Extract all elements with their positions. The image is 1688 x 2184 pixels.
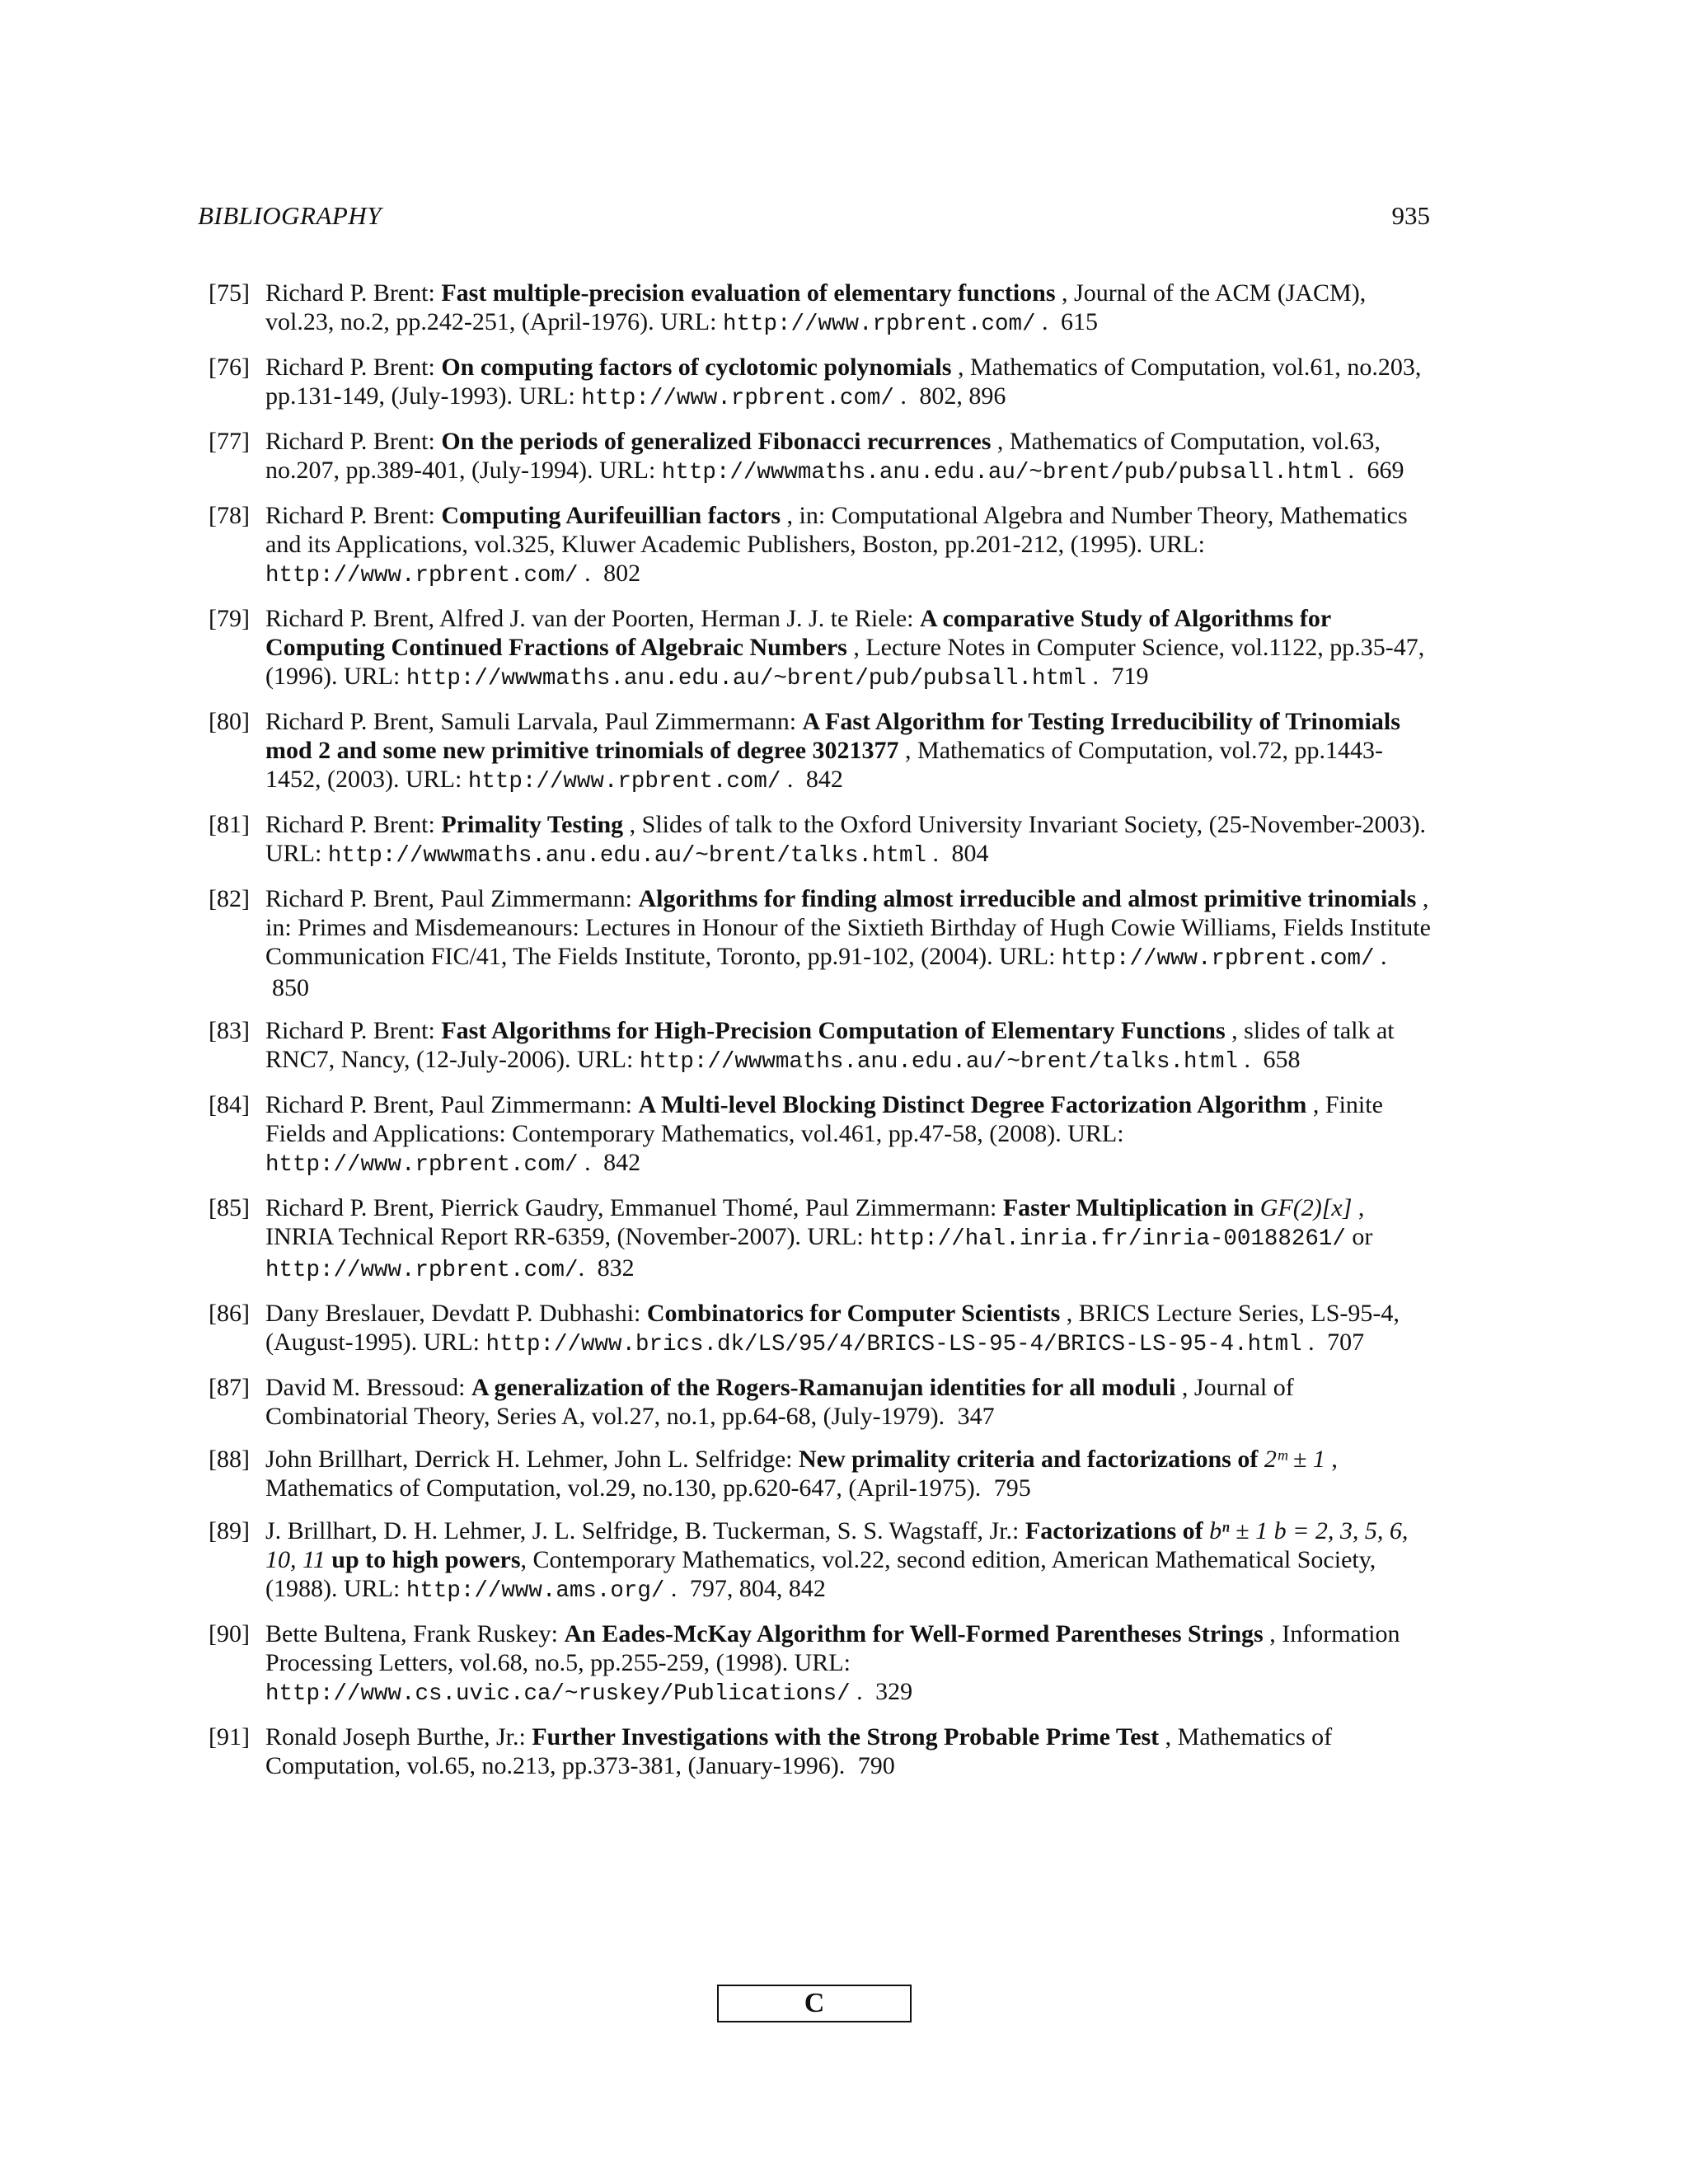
- entry-details: INRIA Technical Report RR-6359, (November-2007). URL:: [265, 1223, 864, 1250]
- entry-title: Further Investigations with the Strong Probable Prime Test: [532, 1723, 1160, 1750]
- entry-authors: David M. Bressoud:: [265, 1374, 466, 1401]
- entry-url-period: .: [1308, 1329, 1315, 1356]
- entry-backref-pages[interactable]: 842: [805, 766, 843, 793]
- entry-title: Factorizations of: [1025, 1517, 1203, 1544]
- entry-details: Journal of the ACM (JACM), vol.23, no.2, pp.242-251, (April-1976). URL:: [265, 279, 1367, 335]
- entry-url[interactable]: http://www.rpbrent.com/: [581, 386, 894, 411]
- entry-url-period: .: [1042, 308, 1048, 335]
- entry-math: 2ᵐ ± 1: [1264, 1446, 1325, 1473]
- entry-authors: Richard P. Brent:: [265, 811, 435, 838]
- letter-index-label: C: [804, 1988, 825, 2018]
- running-header: [198, 201, 1430, 237]
- entry-number: [90]: [209, 1620, 250, 1647]
- entry-url[interactable]: http://www.rpbrent.com/: [467, 769, 781, 794]
- entry-number: [83]: [209, 1017, 250, 1044]
- entry-authors: Richard P. Brent:: [265, 279, 435, 307]
- entry-separator: ,: [1357, 1194, 1365, 1221]
- entry-authors: Richard P. Brent, Pierrick Gaudry, Emmanuel Thomé, Paul Zimmermann:: [265, 1194, 997, 1221]
- bib-entry: [209, 1722, 1433, 1780]
- entry-url[interactable]: http://wwwmaths.anu.edu.au/~brent/talks.html: [639, 1049, 1238, 1075]
- entry-separator: ,: [1331, 1446, 1338, 1473]
- entry-details: in: Computational Algebra and Number Theory, Mathematics and its Applications, vol.325, Kluwer Academic Publishers, Boston, pp.201-212, (1995). URL:: [265, 502, 1408, 558]
- bib-entry: [209, 1299, 1433, 1359]
- entry-url-period: .: [1092, 663, 1099, 690]
- bib-entry: [209, 1445, 1433, 1502]
- entry-number: [89]: [209, 1517, 250, 1544]
- entry-details: Slides of talk to the Oxford University Invariant Society, (25-November-2003). URL:: [265, 811, 1427, 867]
- entry-url-period: .: [786, 766, 794, 793]
- entry-number: [87]: [209, 1374, 250, 1401]
- entry-url-period: .: [584, 560, 591, 587]
- entry-details: Mathematics of Computation, vol.29, no.130, pp.620-647, (April-1975).: [265, 1474, 982, 1502]
- entry-url-period: .: [578, 1254, 585, 1282]
- entry-title: Fast Algorithms for High-Precision Computation of Elementary Functions: [441, 1017, 1226, 1044]
- entry-authors: Richard P. Brent:: [265, 1017, 435, 1044]
- entry-details: Finite Fields and Applications: Contemporary Mathematics, vol.461, pp.47-58, (2008). URL:: [265, 1091, 1383, 1147]
- entry-backref-pages[interactable]: 795: [993, 1474, 1031, 1502]
- bib-entry: [209, 1016, 1433, 1076]
- entry-number: [85]: [209, 1194, 250, 1221]
- entry-title: On the periods of generalized Fibonacci recurrences: [441, 428, 992, 455]
- entry-separator: ,: [1269, 1620, 1276, 1647]
- entry-separator: ,: [1422, 885, 1429, 912]
- entry-backref-pages[interactable]: 658: [1263, 1046, 1301, 1073]
- letter-index-box[interactable]: [717, 1985, 912, 2022]
- entry-number: [79]: [209, 605, 250, 632]
- entry-separator: ,: [1181, 1374, 1189, 1401]
- entry-authors: Richard P. Brent:: [265, 502, 435, 529]
- entry-title-cont: up to high powers: [331, 1546, 521, 1573]
- entry-backref-pages[interactable]: 850: [272, 974, 309, 1001]
- entry-url-period: .: [900, 382, 907, 410]
- entry-url[interactable]: http://www.cs.uvic.ca/~ruskey/Publications/: [265, 1681, 851, 1707]
- entry-backref-pages[interactable]: 669: [1367, 457, 1404, 484]
- entry-separator: ,: [1312, 1091, 1320, 1118]
- entry-url-period: .: [584, 1149, 591, 1176]
- page-number: 935: [1391, 201, 1430, 230]
- entry-details: Journal of Combinatorial Theory, Series A, vol.27, no.1, pp.64-68, (July-1979).: [265, 1374, 1294, 1430]
- bib-entry: [209, 1373, 1433, 1431]
- entry-url-period: .: [856, 1678, 863, 1705]
- entry-backref-pages[interactable]: 615: [1061, 308, 1099, 335]
- entry-title: Primality Testing: [441, 811, 624, 838]
- entry-number: [76]: [209, 354, 250, 381]
- entry-backref-pages[interactable]: 832: [597, 1254, 635, 1282]
- entry-number: [88]: [209, 1446, 250, 1473]
- entry-title: Algorithms for finding almost irreducible and almost primitive trinomials: [638, 885, 1417, 912]
- entry-details: in: Primes and Misdemeanours: Lectures in Honour of the Sixtieth Birthday of Hugh Cowie Williams, Fields Institute Communication FIC/41, The Fields Institute, Toronto, pp.91-102, (2004). URL:: [265, 914, 1431, 970]
- entry-url-period: .: [1348, 457, 1354, 484]
- entry-title: A comparative Study of Algorithms for Computing Continued Fractions of Algebraic Numbers: [265, 605, 1331, 661]
- entry-title: An Eades-McKay Algorithm for Well-Formed Parentheses Strings: [564, 1620, 1264, 1647]
- entry-title: A generalization of the Rogers-Ramanujan identities for all moduli: [471, 1374, 1176, 1401]
- entry-number: [91]: [209, 1723, 250, 1750]
- entry-backref-pages[interactable]: 719: [1111, 663, 1149, 690]
- entry-details: Information Processing Letters, vol.68, no.5, pp.255-259, (1998). URL:: [265, 1620, 1400, 1676]
- entry-authors: Bette Bultena, Frank Ruskey:: [265, 1620, 558, 1647]
- entry-url[interactable]: http://wwwmaths.anu.edu.au/~brent/pub/pubsall.html: [661, 460, 1342, 485]
- entry-authors: Richard P. Brent, Paul Zimmermann:: [265, 885, 632, 912]
- entry-title: New primality criteria and factorizations of: [798, 1446, 1259, 1473]
- entry-url-period: .: [1244, 1046, 1250, 1073]
- entry-backref-pages[interactable]: 797, 804, 842: [689, 1575, 826, 1602]
- entry-authors: Ronald Joseph Burthe, Jr.:: [265, 1723, 526, 1750]
- bib-entry: [209, 884, 1433, 1002]
- entry-backref-pages[interactable]: 347: [957, 1403, 995, 1430]
- entry-authors: Richard P. Brent, Samuli Larvala, Paul Zimmermann:: [265, 708, 797, 735]
- entry-authors: John Brillhart, Derrick H. Lehmer, John L. Selfridge:: [265, 1446, 793, 1473]
- entry-url-period: .: [932, 840, 939, 867]
- bib-entry: [209, 1516, 1433, 1605]
- entry-separator: ,: [1231, 1017, 1238, 1044]
- entry-url[interactable]: http://www.brics.dk/LS/95/4/BRICS-LS-95-4/BRICS-LS-95-4.html: [485, 1332, 1302, 1357]
- entry-details: Mathematics of Computation, vol.63, no.207, pp.389-401, (July-1994). URL:: [265, 428, 1381, 484]
- entry-backref-pages[interactable]: 842: [603, 1149, 641, 1176]
- entry-title: Combinatorics for Computer Scientists: [646, 1300, 1061, 1327]
- entry-separator: ,: [629, 811, 636, 838]
- entry-details: Contemporary Mathematics, vol.22, second edition, American Mathematical Society, (1988). URL:: [265, 1546, 1376, 1602]
- entry-or: or: [1345, 1223, 1373, 1250]
- entry-backref-pages[interactable]: 802: [603, 560, 641, 587]
- entry-details: Mathematics of Computation, vol.72, pp.1443-1452, (2003). URL:: [265, 737, 1383, 793]
- bib-entry: [209, 427, 1433, 487]
- entry-url[interactable]: http://www.rpbrent.com/: [722, 312, 1036, 337]
- entry-separator: ,: [905, 737, 912, 764]
- entry-url-period: .: [1380, 943, 1387, 970]
- entry-math: bⁿ ± 1 b = 2, 3, 5, 6, 10, 11: [265, 1517, 1409, 1573]
- entry-title: A Fast Algorithm for Testing Irreducibility of Trinomials mod 2 and some new primitive trinomials of degree 3021377: [265, 708, 1400, 764]
- entry-backref-pages[interactable]: 329: [875, 1678, 913, 1705]
- entry-number: [81]: [209, 811, 250, 838]
- entry-number: [82]: [209, 885, 250, 912]
- entry-number: [80]: [209, 708, 250, 735]
- entry-authors: J. Brillhart, D. H. Lehmer, J. L. Selfridge, B. Tuckerman, S. S. Wagstaff, Jr.:: [265, 1517, 1020, 1544]
- bibliography-list: [0, 279, 1688, 1794]
- entry-authors: Dany Breslauer, Devdatt P. Dubhashi:: [265, 1300, 641, 1327]
- entry-title: On computing factors of cyclotomic polynomials: [441, 354, 952, 381]
- entry-separator: ,: [957, 354, 964, 381]
- entry-url[interactable]: http://www.rpbrent.com/: [265, 1152, 579, 1178]
- bib-entry: [209, 1619, 1433, 1708]
- entry-authors: Richard P. Brent, Paul Zimmermann:: [265, 1091, 632, 1118]
- entry-separator: ,: [996, 428, 1004, 455]
- entry-authors: Richard P. Brent:: [265, 354, 435, 381]
- entry-url[interactable]: http://www.ams.org/: [406, 1578, 665, 1604]
- entry-url[interactable]: http://wwwmaths.anu.edu.au/~brent/pub/pubsall.html: [406, 666, 1086, 691]
- entry-details: Mathematics of Computation, vol.65, no.213, pp.373-381, (January-1996).: [265, 1723, 1333, 1779]
- entry-title: Faster Multiplication in: [1002, 1194, 1254, 1221]
- entry-number: [78]: [209, 502, 250, 529]
- entry-details: slides of talk at RNC7, Nancy, (12-July-2006). URL:: [265, 1017, 1395, 1073]
- bib-entry: [209, 1090, 1433, 1179]
- bib-entry: [209, 501, 1433, 590]
- entry-separator: ,: [520, 1546, 527, 1573]
- bib-entry: [209, 279, 1433, 339]
- entry-url[interactable]: http://www.rpbrent.com/: [1061, 946, 1375, 972]
- entry-backref-pages[interactable]: 790: [857, 1752, 895, 1779]
- entry-url[interactable]: http://hal.inria.fr/inria-00188261/: [870, 1226, 1346, 1252]
- bib-entry: [209, 604, 1433, 693]
- entry-title: A Multi-level Blocking Distinct Degree Factorization Algorithm: [638, 1091, 1307, 1118]
- entry-number: [86]: [209, 1300, 250, 1327]
- entry-url-alt[interactable]: http://www.rpbrent.com/: [265, 1258, 579, 1283]
- entry-backref-pages[interactable]: 707: [1327, 1329, 1365, 1356]
- entry-separator: ,: [1066, 1300, 1073, 1327]
- bib-entry: [209, 1193, 1433, 1285]
- entry-details: BRICS Lecture Series, LS-95-4, (August-1995). URL:: [265, 1300, 1400, 1356]
- entry-details: Mathematics of Computation, vol.61, no.203, pp.131-149, (July-1993). URL:: [265, 354, 1422, 410]
- entry-details: Lecture Notes in Computer Science, vol.1122, pp.35-47, (1996). URL:: [265, 634, 1425, 690]
- entry-number: [77]: [209, 428, 250, 455]
- entry-title: Computing Aurifeuillian factors: [441, 502, 781, 529]
- bib-entry: [209, 810, 1433, 870]
- entry-separator: ,: [1062, 279, 1068, 307]
- entry-url[interactable]: http://www.rpbrent.com/: [265, 563, 579, 588]
- entry-math: GF(2)[x]: [1259, 1194, 1353, 1221]
- bib-entry: [209, 707, 1433, 796]
- entry-separator: ,: [853, 634, 860, 661]
- entry-separator: ,: [1165, 1723, 1172, 1750]
- section-title: BIBLIOGRAPHY: [198, 201, 382, 230]
- entry-url-period: .: [670, 1575, 678, 1602]
- entry-authors: Richard P. Brent, Alfred J. van der Poorten, Herman J. J. te Riele:: [265, 605, 914, 632]
- entry-number: [75]: [209, 279, 250, 307]
- entry-url[interactable]: http://wwwmaths.anu.edu.au/~brent/talks.html: [327, 843, 926, 869]
- entry-backref-pages[interactable]: 804: [951, 840, 989, 867]
- entry-separator: ,: [786, 502, 793, 529]
- entry-number: [84]: [209, 1091, 250, 1118]
- entry-authors: Richard P. Brent:: [265, 428, 435, 455]
- entry-backref-pages[interactable]: 802, 896: [919, 382, 1006, 410]
- bib-entry: [209, 353, 1433, 413]
- entry-title: Fast multiple-precision evaluation of elementary functions: [441, 279, 1056, 307]
